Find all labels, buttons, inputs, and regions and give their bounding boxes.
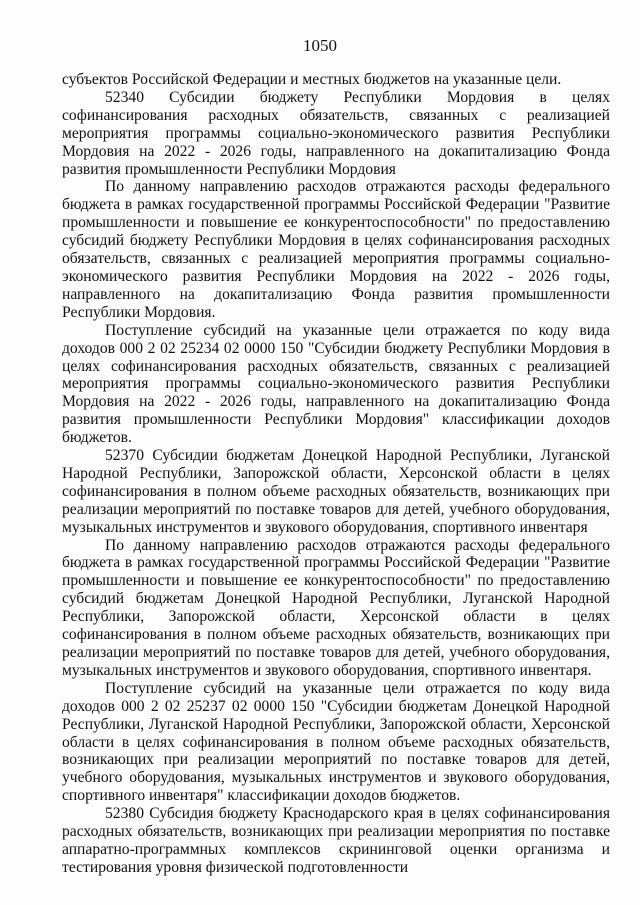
paragraph: Поступление субсидий на указанные цели отражается по коду вида доходов 000 2 02 25237 02 0000 150 "Субсидии бюджетам Донецкой Народной Республики, Луганской Народной Республики, Запорожской области, Херсонской области в целях софинансирования в полном объеме расходных обязательств, возникающих при реализации мероприятий по поставке товаров для детей, учебного оборудования, музыкальных инструментов и звукового оборудования, спортивного инвентаря" классификации доходов бюджетов. <box>62 679 610 805</box>
paragraph: По данному направлению расходов отражаются расходы федерального бюджета в рамках государственной программы Российской Федерации "Развитие промышленности и повышение ее конкурентоспособности" по предоставлению субсидий бюджетам Донецкой Народной Республики, Луганской Народной Республики, Запорожской области, Херсонской области в целях софинансирования в полном объеме расходных обязательств, возникающих при реализации мероприятий по поставке товаров для детей, учебного оборудования, музыкальных инструментов и звукового оборудования, спортивного инвентаря. <box>62 536 610 679</box>
paragraph: Поступление субсидий на указанные цели отражается по коду вида доходов 000 2 02 25234 02 0000 150 "Субсидии бюджету Республики Мордовия в целях софинансирования расходных обязательств, связанных с реализацией мероприятия программы социально-экономического развития Республики Мордовия на 2022 - 2026 годы, направленного на докапитализацию Фонда развития промышленности Республики Мордовия" классификации доходов бюджетов. <box>62 321 610 447</box>
paragraph: 52380 Субсидия бюджету Краснодарского края в целях софинансирования расходных обязательств, возникающих при реализации мероприятия по поставке аппаратно-программных комплексов скрининговой оценки организма и тестирования уровня физической подготовленности <box>62 805 610 876</box>
page-number: 1050 <box>303 36 337 55</box>
paragraph: субъектов Российской Федерации и местных бюджетов на указанные цели. <box>62 71 562 88</box>
paragraph: 52370 Субсидии бюджетам Донецкой Народной Республики, Луганской Народной Республики, Запорожской области, Херсонской области в целях софинансирования в полном объеме расходных обязательств, возникающих при реализации мероприятий по поставке товаров для детей, учебного оборудования, музыкальных инструментов и звукового оборудования, спортивного инвентаря <box>62 447 610 536</box>
paragraph: По данному направлению расходов отражаются расходы федерального бюджета в рамках государственной программы Российской Федерации "Развитие промышленности и повышение ее конкурентоспособности" по предоставлению субсидий бюджету Республики Мордовия в целях софинансирования расходных обязательств, связанных с реализацией мероприятия программы социально-экономического развития Республики Мордовия на 2022 - 2026 годы, направленного на докапитализацию Фонда развития промышленности Республики Мордовия. <box>62 178 610 321</box>
document-body <box>62 71 610 877</box>
paragraph: 52340 Субсидии бюджету Республики Мордовия в целях софинансирования расходных обязательств, связанных с реализацией мероприятия программы социально-экономического развития Республики Мордовия на 2022 - 2026 годы, направленного на докапитализацию Фонда развития промышленности Республики Мордовия <box>62 88 610 178</box>
